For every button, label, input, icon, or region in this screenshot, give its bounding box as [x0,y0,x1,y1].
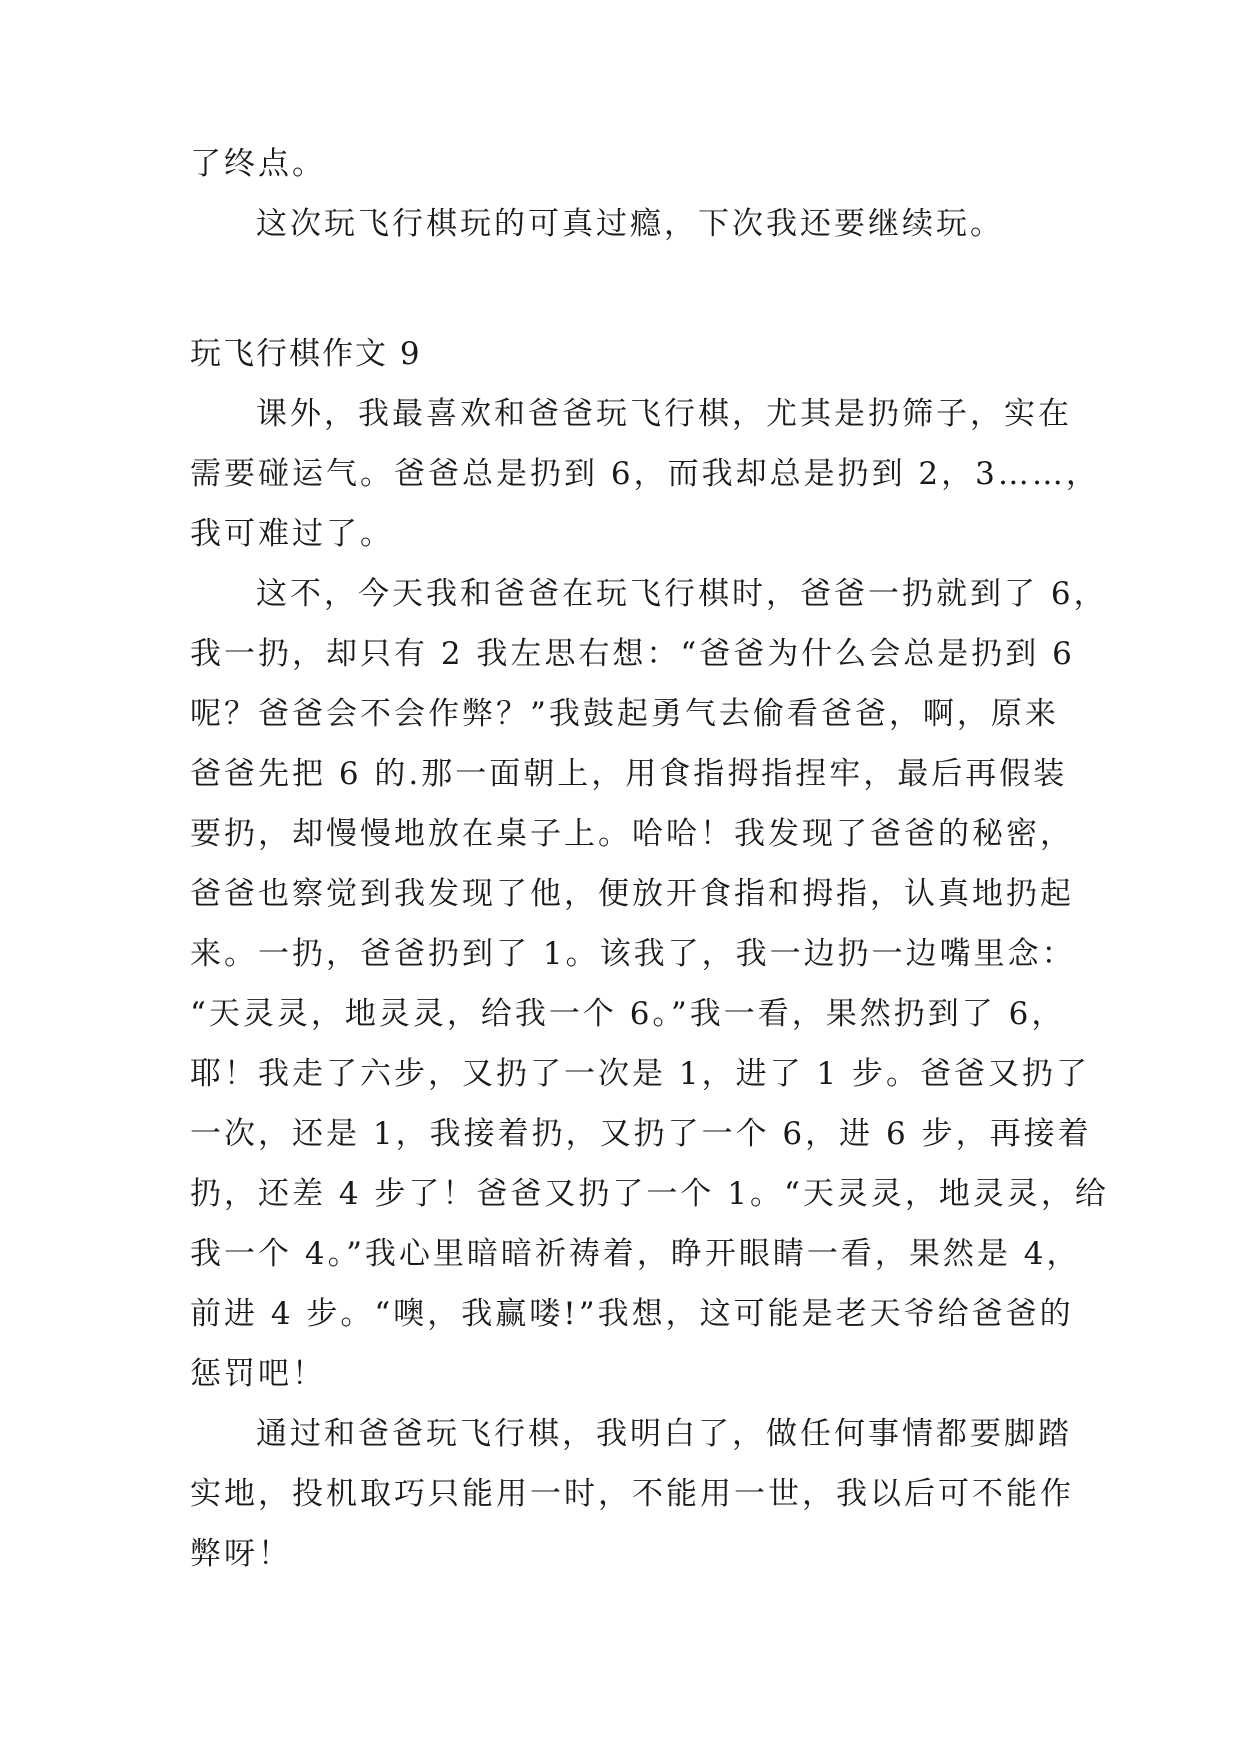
paragraph-line: 这次玩飞行棋玩的可真过瘾，下次我还要继续玩。 [256,206,1004,242]
paragraph-line: 爸爸也察觉到我发现了他，便放开食指和拇指，认真地扔起 [190,876,1074,912]
paragraph-line: 这不，今天我和爸爸在玩飞行棋时，爸爸一扔就到了 6， [256,576,1108,612]
paragraph-line: 来。一扔，爸爸扔到了 1。该我了，我一边扔一边嘴里念： [190,936,1076,972]
paragraph-line: 实地，投机取巧只能用一时，不能用一世，我以后可不能作 [190,1476,1074,1512]
paragraph-line: 我可难过了。 [190,516,394,552]
paragraph-line: 课外，我最喜欢和爸爸玩飞行棋，尤其是扔筛子，实在 [256,396,1072,432]
paragraph-line: 我一扔，却只有 2 我左思右想：“爸爸为什么会总是扔到 6 [190,636,1075,672]
paragraph-line: 需要碰运气。爸爸总是扔到 6，而我却总是扔到 2，3……， [190,456,1100,492]
paragraph-line: 通过和爸爸玩飞行棋，我明白了，做任何事情都要脚踏 [256,1416,1072,1452]
paragraph-1 [190,384,1100,564]
paragraph-line: 爸爸先把 6 的.那一面朝上，用食指拇指捏牢，最后再假装 [190,756,1068,792]
paragraph-line: 要扔，却慢慢地放在桌子上。哈哈！我发现了爸爸的秘密， [190,816,1074,852]
paragraph-line: 扔，还差 4 步了！爸爸又扔了一个 1。“天灵灵，地灵灵，给 [190,1176,1109,1212]
paragraph-line: “天灵灵，地灵灵，给我一个 6。”我一看，果然扔到了 6， [190,996,1066,1032]
paragraph-line: 弊呀！ [190,1536,292,1572]
paragraph-3 [190,1404,1074,1584]
paragraph-line: 耶！我走了六步，又扔了一次是 1，进了 1 步。爸爸又扔了 [190,1056,1091,1092]
previous-essay-ending [190,134,1050,254]
paragraph-line: 了终点。 [190,146,326,182]
section-title: 玩飞行棋作文 9 [190,336,422,372]
paragraph-line: 前进 4 步。“噢，我赢喽!”我想，这可能是老天爷给爸爸的 [190,1296,1074,1332]
paragraph-line: 我一个 4。”我心里暗暗祈祷着，睁开眼睛一看，果然是 4， [190,1236,1081,1272]
paragraph-line: 一次，还是 1，我接着扔，又扔了一个 6，进 6 步，再接着 [190,1116,1092,1152]
paragraph-line: 惩罚吧！ [190,1356,326,1392]
section-title-block [190,324,1050,384]
paragraph-2 [190,564,1109,1404]
paragraph-line: 呢？爸爸会不会作弊？”我鼓起勇气去偷看爸爸，啊，原来 [190,696,1059,732]
